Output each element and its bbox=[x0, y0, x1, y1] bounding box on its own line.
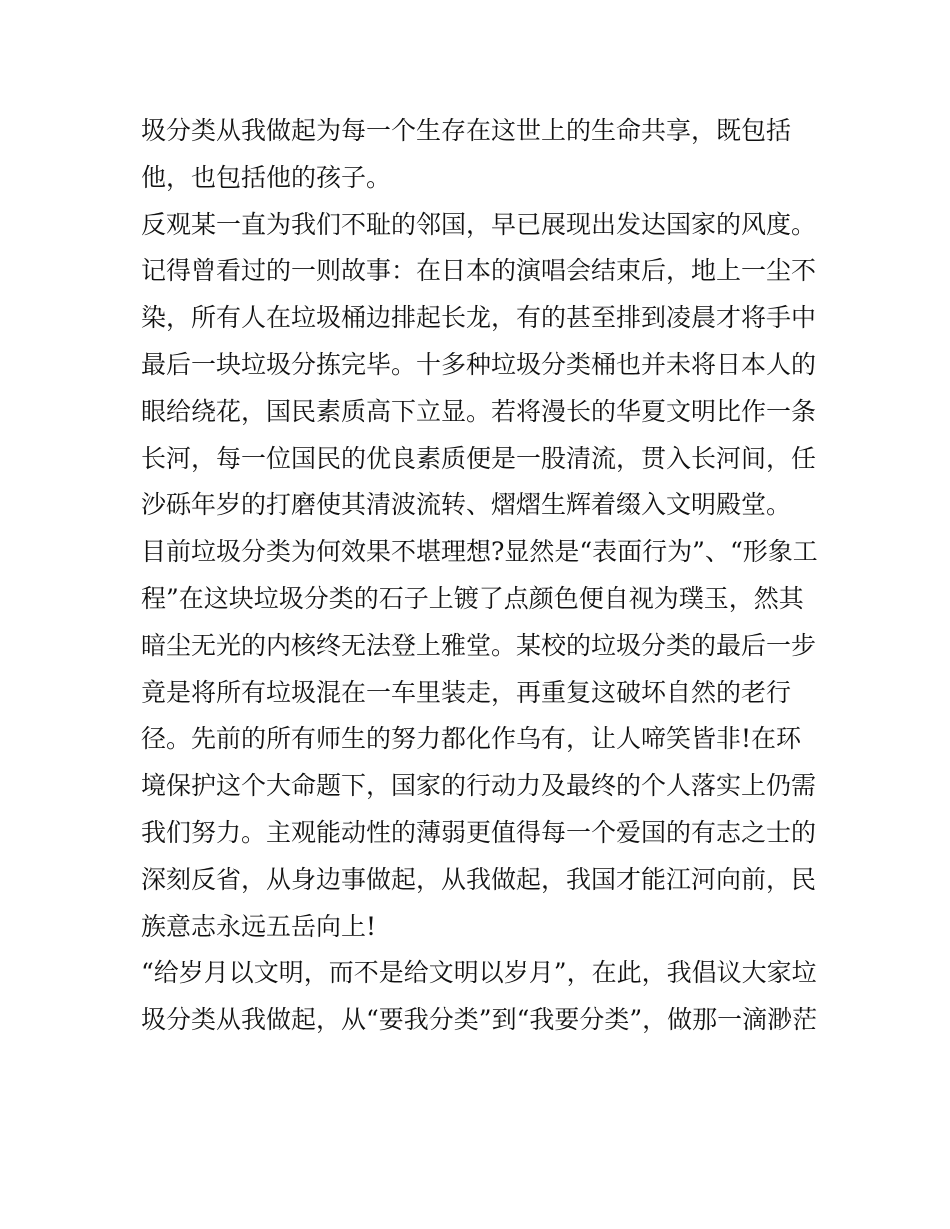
text-line: 沙砾年岁的打磨使其清波流转、熠熠生辉着缀入文明殿堂。 bbox=[141, 490, 792, 520]
text-line: 径。先前的所有师生的努力都化作乌有，让人啼笑皆非!在环 bbox=[141, 724, 802, 754]
text-line: 反观某一直为我们不耻的邻国，早已展现出发达国家的风度。 bbox=[141, 209, 817, 239]
text-line: 圾分类从我做起为每一个生存在这世上的生命共享，既包括 bbox=[141, 116, 792, 145]
text-line: 染，所有人在垃圾桶边排起长龙，有的甚至排到凌晨才将手中 bbox=[141, 303, 817, 333]
text-line: 长河，每一位国民的优良素质便是一股清流，贯入长河间，任 bbox=[141, 443, 817, 473]
text-line: 他，也包括他的孩子。 bbox=[141, 162, 392, 192]
text-line: 程”在这块垃圾分类的石子上镀了点颜色便自视为璞玉，然其 bbox=[141, 583, 804, 613]
text-line: 圾分类从我做起，从“要我分类”到“我要分类”，做那一滴渺茫 bbox=[141, 1005, 818, 1035]
document-body bbox=[141, 108, 821, 1044]
text-line: 记得曾看过的一则故事：在日本的演唱会结束后，地上一尘不 bbox=[141, 256, 817, 286]
text-line: 境保护这个大命题下，国家的行动力及最终的个人落实上仍需 bbox=[141, 771, 817, 801]
text-line: “给岁月以文明，而不是给文明以岁月”，在此，我倡议大家垃 bbox=[141, 958, 817, 988]
text-line: 族意志永远五岳向上! bbox=[141, 911, 377, 941]
text-line: 我们努力。主观能动性的薄弱更值得每一个爱国的有志之士的 bbox=[141, 817, 817, 847]
text-line: 目前垃圾分类为何效果不堪理想?显然是“表面行为”、“形象工 bbox=[141, 537, 818, 567]
text-line: 最后一块垃圾分拣完毕。十多种垃圾分类桶也并未将日本人的 bbox=[141, 349, 817, 379]
text-line: 眼给绕花，国民素质高下立显。若将漫长的华夏文明比作一条 bbox=[141, 396, 817, 426]
text-line: 竟是将所有垃圾混在一车里装走，再重复这破坏自然的老行 bbox=[141, 677, 792, 707]
text-line: 暗尘无光的内核终无法登上雅堂。某校的垃圾分类的最后一步 bbox=[141, 630, 817, 660]
text-line: 深刻反省，从身边事做起，从我做起，我国才能江河向前，民 bbox=[141, 864, 817, 894]
